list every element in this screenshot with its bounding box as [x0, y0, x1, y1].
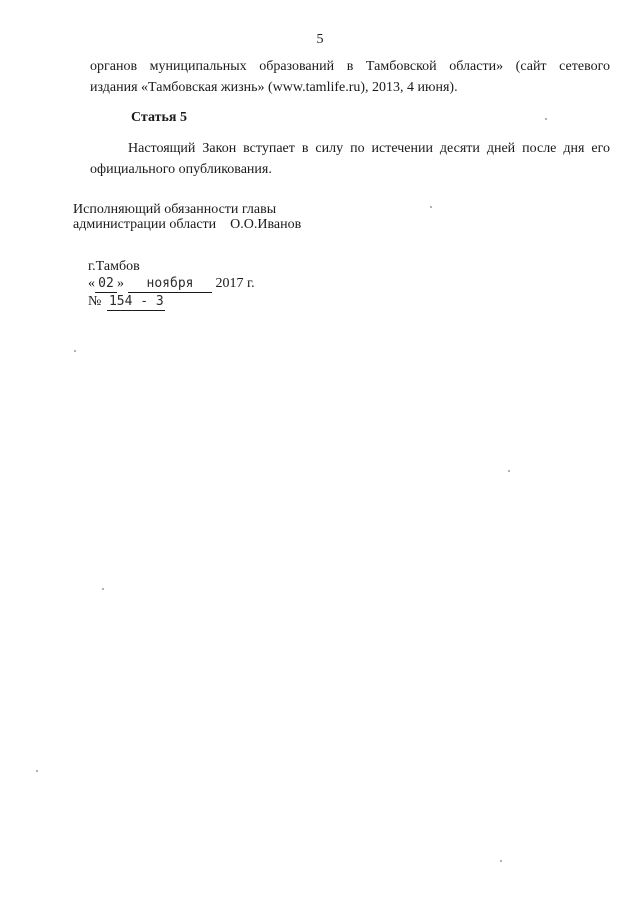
- scan-speck: [102, 588, 104, 590]
- scan-speck: [500, 860, 502, 862]
- page-number: 5: [316, 32, 324, 47]
- paragraph-line: Настоящий Закон вступает в силу по истечении десяти дней после дня его: [128, 141, 610, 156]
- place-of-signing: г.Тамбов: [88, 259, 140, 274]
- signatory-title-line-2: [73, 217, 301, 232]
- scan-speck: [74, 350, 76, 352]
- scan-speck: [36, 770, 38, 772]
- scan-speck: [430, 206, 432, 208]
- paragraph-line: издания «Тамбовская жизнь» (www.tamlife.ru), 2013, 4 июня).: [90, 80, 458, 95]
- date-close-quote: »: [117, 276, 124, 291]
- scan-speck: [545, 118, 547, 120]
- number-sign: №: [88, 294, 102, 309]
- signatory-name: О.О.Иванов: [230, 217, 302, 232]
- paragraph-entry-into-force: [90, 138, 610, 180]
- number-value: 154 - 3: [108, 294, 164, 309]
- date-year: 2017 г.: [215, 276, 255, 291]
- paragraph-line: органов муниципальных образований в Тамбовской области» (сайт сетевого: [90, 59, 610, 74]
- article-heading: Статья 5: [131, 110, 187, 125]
- signing-date: [88, 275, 255, 293]
- scan-speck: [508, 470, 510, 472]
- date-day: 02: [95, 275, 117, 293]
- place-date-block: [88, 258, 255, 311]
- signature-block: [73, 202, 301, 232]
- document-number: [88, 293, 255, 311]
- date-month: ноября: [128, 275, 212, 293]
- paragraph-sources: [90, 56, 610, 98]
- paragraph-line: официального опубликования.: [90, 162, 272, 177]
- signatory-title: администрации области: [73, 217, 217, 232]
- date-open-quote: «: [88, 276, 95, 291]
- signatory-title-line-1: Исполняющий обязанности главы: [73, 202, 277, 217]
